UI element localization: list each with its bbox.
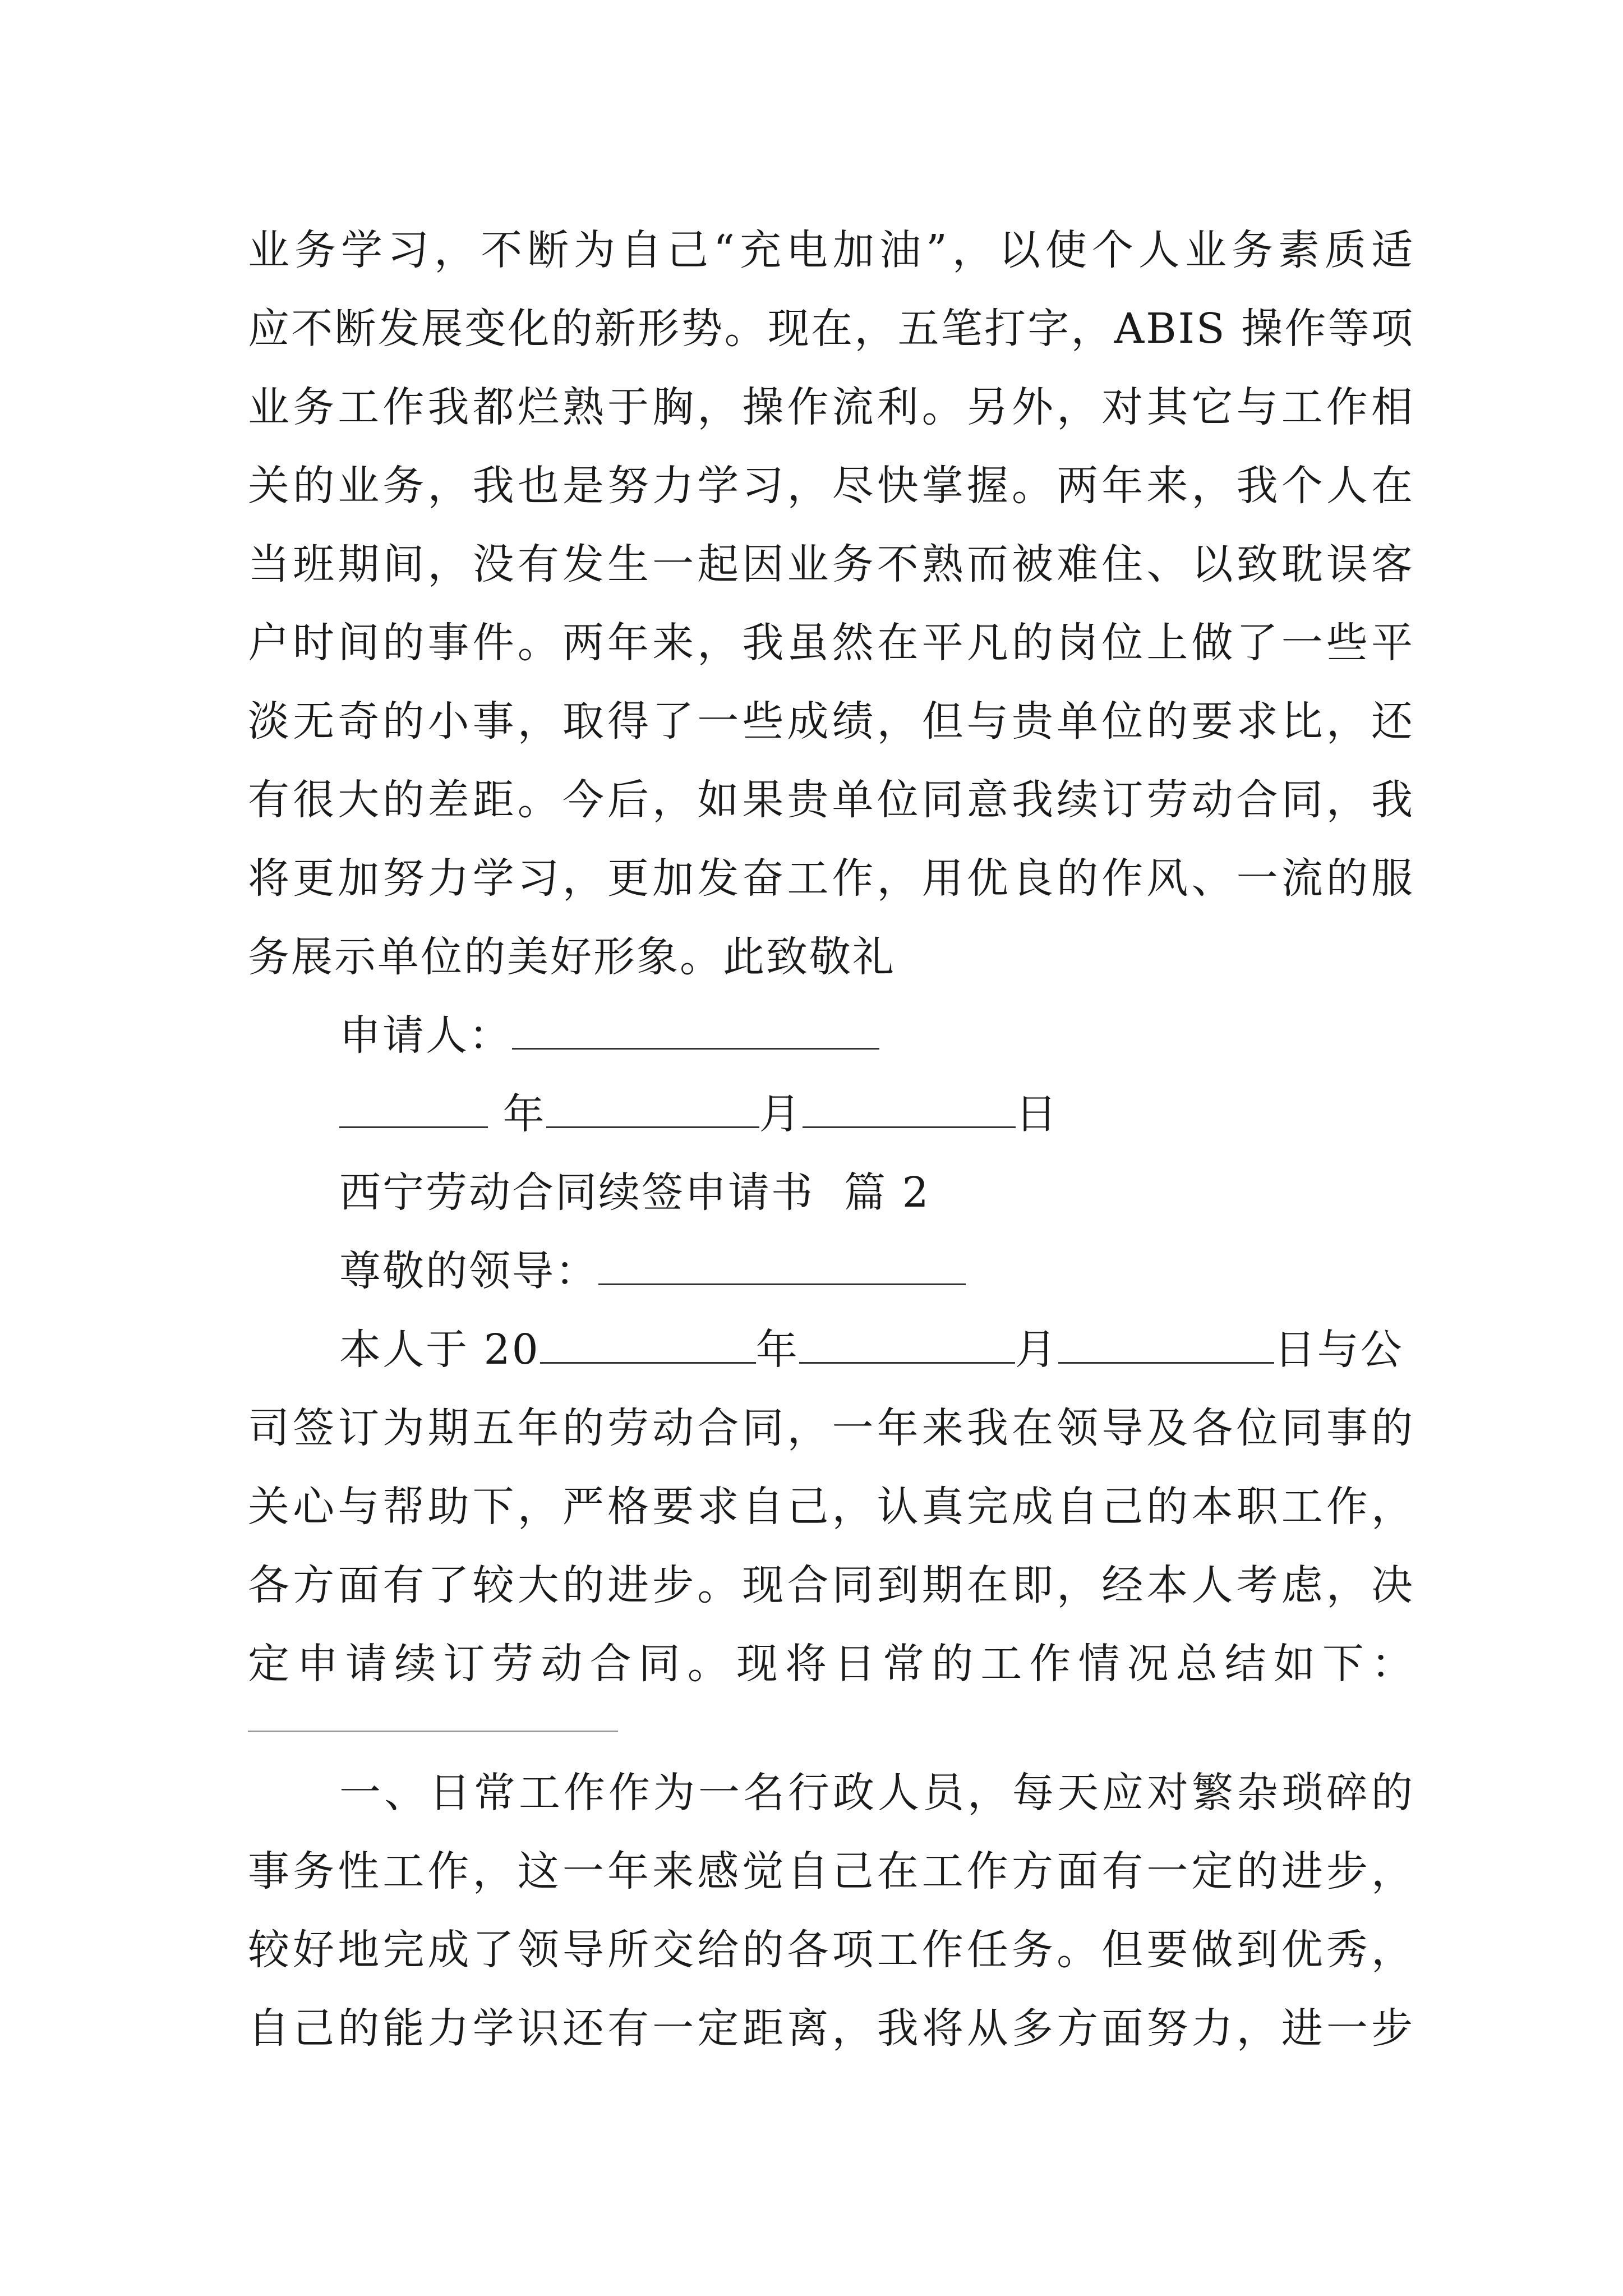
contract-day-blank [1058, 1327, 1274, 1364]
month-label: 月 [759, 1090, 803, 1138]
paragraph-line: 事务性工作，这一年来感觉自己在工作方面有一定的进步， [248, 1847, 1414, 1895]
paragraph-line: 业务学习，不断为自己“充电加油”，以使个人业务素质适 [248, 226, 1414, 274]
section-title: 西宁劳动合同续签申请书 篇 2 [339, 1168, 930, 1217]
salutation: 尊敬的领导： [339, 1247, 598, 1295]
contract-date-line [339, 1322, 1414, 1378]
section-divider [248, 1731, 618, 1732]
paragraph-line: 应不断发展变化的新形势。现在，五笔打字，ABIS 操作等项 [248, 305, 1414, 353]
contract-year-label: 年 [755, 1326, 799, 1374]
paragraph-line: 各方面有了较大的进步。现合同到期在即，经本人考虑，决 [248, 1561, 1414, 1609]
applicant-label: 申请人： [339, 1011, 512, 1060]
salutation-line [339, 1243, 1414, 1299]
year-label: 年 [502, 1090, 546, 1138]
contract-month-blank [799, 1327, 1015, 1364]
day-label: 日 [1015, 1090, 1059, 1138]
paragraph-line: 自己的能力学识还有一定距离，我将从多方面努力，进一步 [248, 2004, 1414, 2053]
date-line [339, 1086, 1414, 1142]
paragraph-line: 关的业务，我也是努力学习，尽快掌握。两年来，我个人在 [248, 462, 1414, 510]
contract-month-label: 月 [1015, 1326, 1058, 1374]
paragraph-line: 定申请续订劳动合同。现将日常的工作情况总结如下： [248, 1640, 1414, 1688]
paragraph-line: 一、日常工作作为一名行政人员，每天应对繁杂琐碎的 [339, 1769, 1414, 1817]
paragraph-line: 将更加努力学习，更加发奋工作，用优良的作风、一流的服 [248, 854, 1414, 903]
month-blank [546, 1092, 759, 1128]
paragraph-line: 业务工作我都烂熟于胸，操作流利。另外，对其它与工作相 [248, 383, 1414, 431]
paragraph-line: 关心与帮助下，严格要求自己，认真完成自己的本职工作， [248, 1483, 1414, 1531]
applicant-blank [512, 1013, 879, 1050]
year-blank [339, 1092, 488, 1128]
paragraph-line: 司签订为期五年的劳动合同，一年来我在领导及各位同事的 [248, 1404, 1414, 1452]
day-blank [803, 1092, 1016, 1128]
applicant-line [339, 1007, 1414, 1064]
paragraph-line: 务展示单位的美好形象。此致敬礼 [248, 933, 896, 981]
paragraph-line: 当班期间，没有发生一起因业务不熟而被难住、以致耽误客 [248, 540, 1414, 588]
paragraph-line: 户时间的事件。两年来，我虽然在平凡的岗位上做了一些平 [248, 619, 1414, 667]
date-prefix: 本人于 20 [339, 1326, 540, 1374]
salutation-blank [598, 1249, 966, 1285]
paragraph-line: 有很大的差距。今后，如果贵单位同意我续订劳动合同，我 [248, 776, 1414, 824]
contract-year-blank [540, 1327, 756, 1364]
paragraph-line: 淡无奇的小事，取得了一些成绩，但与贵单位的要求比，还 [248, 697, 1414, 746]
paragraph-line: 较好地完成了领导所交给的各项工作任务。但要做到优秀， [248, 1926, 1414, 1974]
date-day-suffix: 日与公 [1274, 1326, 1404, 1374]
